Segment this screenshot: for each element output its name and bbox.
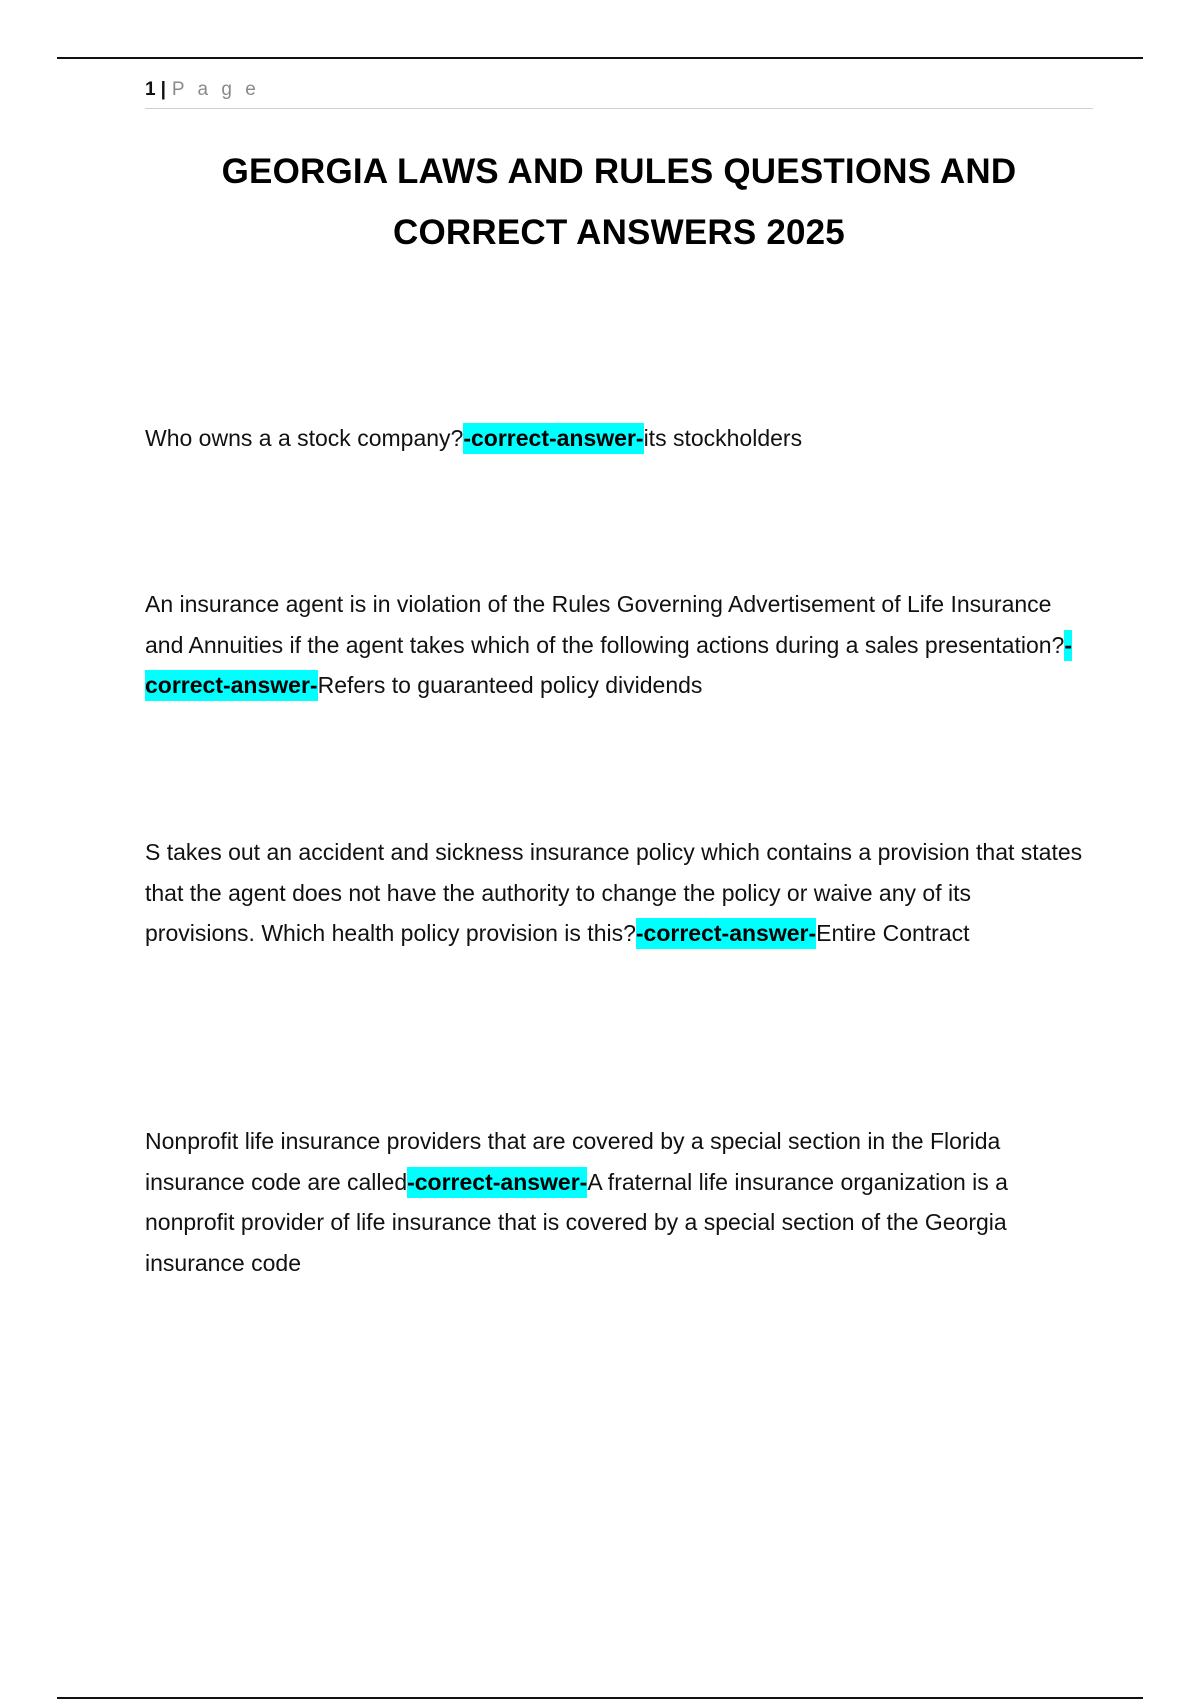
page-separator: |	[160, 79, 166, 100]
answer-text: its stockholders	[643, 425, 803, 451]
page-number: 1	[145, 79, 156, 100]
page-label: P a g e	[171, 79, 260, 100]
answer-text: Refers to guaranteed policy dividends	[317, 672, 703, 698]
top-rule	[57, 57, 1143, 59]
qa-item-4	[145, 1121, 1085, 1283]
question-text: Nonprofit life insurance providers that are covered by a special section in the Florida insurance code are called	[145, 1128, 1001, 1195]
document-title-line-2: CORRECT ANSWERS 2025	[393, 213, 845, 252]
question-text: An insurance agent is in violation of the Rules Governing Advertisement of Life Insurance and Annuities if the agent takes which of the following actions during a sales presentation?	[145, 591, 1065, 658]
qa-item-1	[145, 418, 1085, 459]
correct-answer-marker: -correct-answer-	[145, 630, 1072, 702]
answer-text: Entire Contract	[816, 920, 970, 946]
question-text: Who owns a a stock company?	[145, 425, 464, 451]
bottom-rule	[57, 1697, 1143, 1699]
document-title	[145, 141, 1093, 263]
document-title-line-1: GEORGIA LAWS AND RULES QUESTIONS AND	[221, 152, 1017, 191]
qa-item-2	[145, 584, 1085, 706]
correct-answer-marker: -correct-answer-	[407, 1167, 587, 1198]
page-header	[145, 78, 1093, 109]
answer-text: A fraternal life insurance organization is a nonprofit provider of life insurance that is covered by a special section of the Georgia insurance code	[145, 1168, 1008, 1276]
question-text: S takes out an accident and sickness insurance policy which contains a provision that states that the agent does not have the authority to change the policy or waive any of its provisions. Which health policy provision is this?	[145, 839, 1083, 946]
correct-answer-marker: -correct-answer-	[636, 918, 816, 949]
correct-answer-marker: -correct-answer-	[463, 423, 643, 454]
qa-item-3	[145, 832, 1085, 954]
